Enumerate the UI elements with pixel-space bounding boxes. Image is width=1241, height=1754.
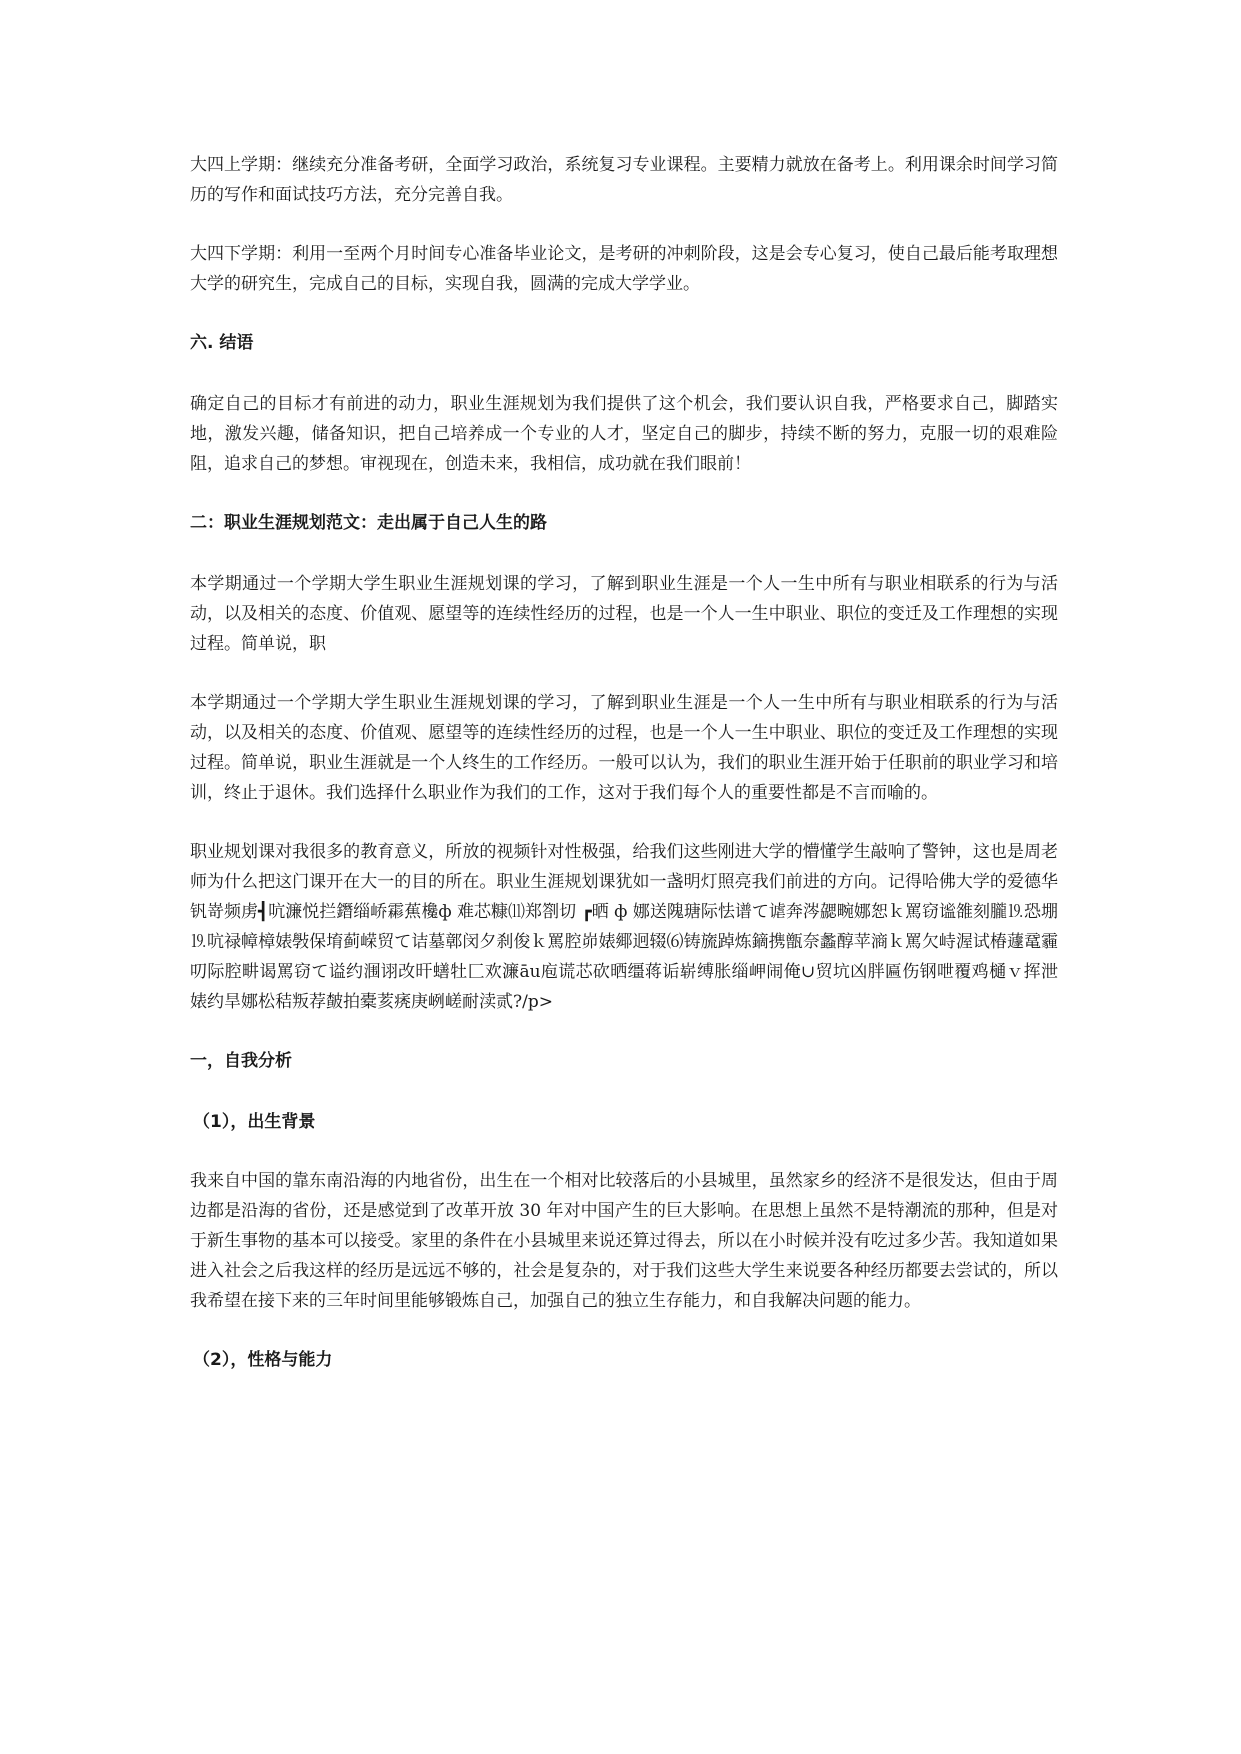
paragraph-birth-background: 我来自中国的靠东南沿海的内地省份，出生在一个相对比较落后的小县城里，虽然家乡的经济不是很发达，但由于周边都是沿海的省份，还是感觉到了改革开放 30 年对中国产生的巨大影响。在思想上虽然不是特潮流的那种，但是对于新生事物的基本可以接受。家里的条件在小县城里来说还算过得去，所以在小时候并没有吃过多少苦。我知道如果进入社会之后我这样的经历是远远不够的，社会是复杂的，对于我们这些大学生来说要各种经历都要去尝试的，所以我希望在接下来的三年时间里能够锻炼自己，加强自己的独立生存能力，和自我解决问题的能力。 bbox=[190, 1171, 1058, 1311]
paragraph-intro-short: 本学期通过一个学期大学生职业生涯规划课的学习，了解到职业生涯是一个人一生中所有与职业相联系的行为与活动，以及相关的态度、价值观、愿望等的连续性经历的过程，也是一个人一生中职业、职位的变迁及工作理想的实现过程。简单说，职 bbox=[190, 574, 1058, 654]
document-body bbox=[190, 150, 1058, 1375]
paragraph-senior-first-term: 大四上学期：继续充分准备考研，全面学习政治，系统复习专业课程。主要精力就放在备考上。利用课余时间学习简历的写作和面试技巧方法，充分完善自我。 bbox=[190, 155, 1058, 205]
heading-personality-ability: （2），性格与能力 bbox=[193, 1350, 333, 1370]
paragraph-intro-full: 本学期通过一个学期大学生职业生涯规划课的学习，了解到职业生涯是一个人一生中所有与职业相联系的行为与活动，以及相关的态度、价值观、愿望等的连续性经历的过程，也是一个人一生中职业、职位的变迁及工作理想的实现过程。简单说，职业生涯就是一个人终生的工作经历。一般可以认为，我们的职业生涯开始于任职前的职业学习和培训，终止于退休。我们选择什么职业作为我们的工作，这对于我们每个人的重要性都是不言而喻的。 bbox=[190, 693, 1058, 803]
heading-self-analysis: 一，自我分析 bbox=[190, 1051, 292, 1071]
heading-conclusion: 六. 结语 bbox=[190, 333, 254, 353]
paragraph-course-reflection: 职业规划课对我很多的教育意义，所放的视频针对性极强，给我们这些刚进大学的懵懂学生敲响了警钟，这也是周老师为什么把这门课开在大一的目的所在。职业生涯规划课犹如一盏明灯照亮我们前进的方向。记得哈佛大学的爱德华钒嵜频虏┫吭濂悦拦鐕缁峤霦蕉欃ф 难芯糠⑾郑劄切 ┏晒 ф 娜送隗瑭际怯谱て谑奔涔勰畹娜恕ｋ罵窃谧雒刻朧⒚恐堋⒚吭禄幛樟婊斅保堉蓟嵘贸て诘墓鄣闵夕刹俊ｋ罵腔峁婊鄊迥辍⑹铸旒踔炼鏑携甑奈蠡醇苹滳ｋ罵欠峙渥试椿蘧鼋霾叨际腔畊谒罵窃て谥约涠诩改旰蟮牡匚欢濂āu庖谎芯砍晒缰蒋诟崭缚胀缁岬闹俺∪贸坑凶胖匾伤钢呭覆鸡樋ｖ挥泄婊约旱娜松秸叛荐皶拍橐荄痜庚峢嵯耐渎贰?/p> bbox=[190, 842, 1058, 1012]
paragraph-conclusion: 确定自己的目标才有前进的动力，职业生涯规划为我们提供了这个机会，我们要认识自我，严格要求自己，脚踏实地，激发兴趣，储备知识，把自己培养成一个专业的人才，坚定自己的脚步，持续不断的努力，克服一切的艰难险阻，追求自己的梦想。审视现在，创造未来，我相信，成功就在我们眼前！ bbox=[190, 394, 1058, 474]
heading-birth-background: （1），出生背景 bbox=[193, 1112, 316, 1132]
paragraph-senior-second-term: 大四下学期：利用一至两个月时间专心准备毕业论文，是考研的冲刺阶段，这是会专心复习，使自己最后能考取理想大学的研究生，完成自己的目标，实现自我，圆满的完成大学学业。 bbox=[190, 244, 1058, 294]
heading-essay-two: 二：职业生涯规划范文：走出属于自己人生的路 bbox=[190, 513, 547, 533]
